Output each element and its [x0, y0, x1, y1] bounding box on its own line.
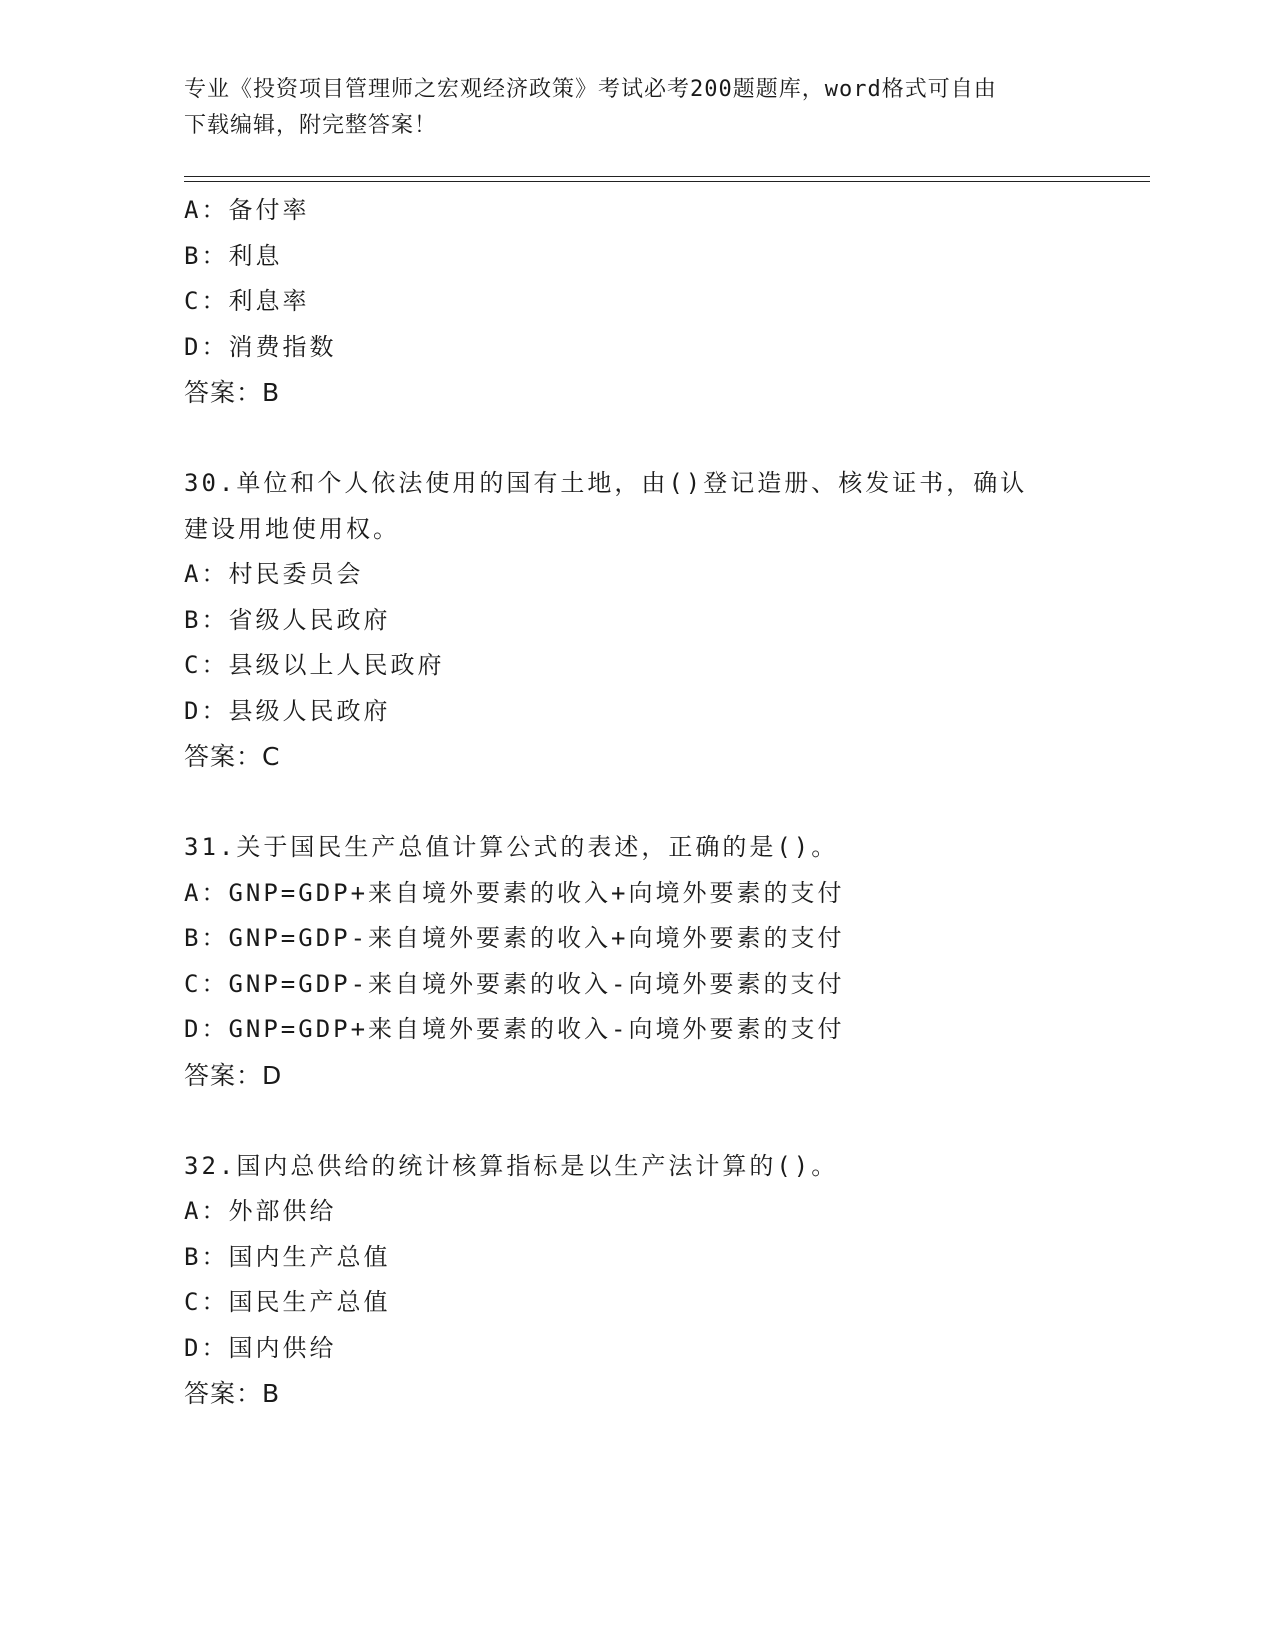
answer-line: 答案：B — [184, 378, 281, 407]
question-block-partial — [184, 188, 1144, 416]
option-c: C：县级以上人民政府 — [184, 651, 445, 679]
option-d: D：国内供给 — [184, 1333, 337, 1362]
spacer — [184, 1098, 1144, 1144]
option-a: A：外部供给 — [184, 1197, 337, 1225]
option-b: B：利息 — [184, 241, 283, 270]
spacer — [184, 780, 1144, 826]
header-divider-top — [184, 176, 1150, 177]
answer-line: 答案：C — [184, 742, 281, 771]
option-b: B：GNP=GDP-来自境外要素的收入+向境外要素的支付 — [184, 924, 845, 952]
option-b: B：国内生产总值 — [184, 1242, 391, 1271]
header-line-2: 下载编辑，附完整答案！ — [184, 113, 438, 138]
header-line-1: 专业《投资项目管理师之宏观经济政策》考试必考200题题库，word格式可自由 — [184, 77, 997, 102]
option-d: D：消费指数 — [184, 332, 337, 361]
option-c: C：国民生产总值 — [184, 1288, 391, 1316]
question-stem: 30.单位和个人依法使用的国有土地，由()登记造册、核发证书，确认 — [184, 469, 1028, 497]
question-list — [184, 188, 1144, 1417]
answer-line: 答案：D — [184, 1060, 283, 1090]
option-d: D：县级人民政府 — [184, 696, 391, 725]
header-divider-bottom — [184, 181, 1150, 182]
question-block-30 — [184, 461, 1144, 780]
option-a: A：备付率 — [184, 196, 310, 224]
option-d: D：GNP=GDP+来自境外要素的收入-向境外要素的支付 — [184, 1015, 845, 1043]
spacer — [184, 416, 1144, 462]
question-stem-continued: 建设用地使用权。 — [184, 514, 400, 543]
answer-line: 答案：B — [184, 1379, 281, 1408]
question-stem: 32.国内总供给的统计核算指标是以生产法计算的()。 — [184, 1151, 839, 1180]
option-b: B：省级人民政府 — [184, 605, 391, 634]
question-stem: 31.关于国民生产总值计算公式的表述，正确的是()。 — [184, 833, 839, 861]
document-header — [184, 72, 1084, 144]
question-block-31 — [184, 825, 1144, 1098]
option-a: A：GNP=GDP+来自境外要素的收入+向境外要素的支付 — [184, 878, 845, 907]
option-c: C：GNP=GDP-来自境外要素的收入-向境外要素的支付 — [184, 969, 845, 998]
option-a: A：村民委员会 — [184, 560, 364, 588]
option-c: C：利息率 — [184, 287, 310, 315]
question-block-32 — [184, 1144, 1144, 1417]
